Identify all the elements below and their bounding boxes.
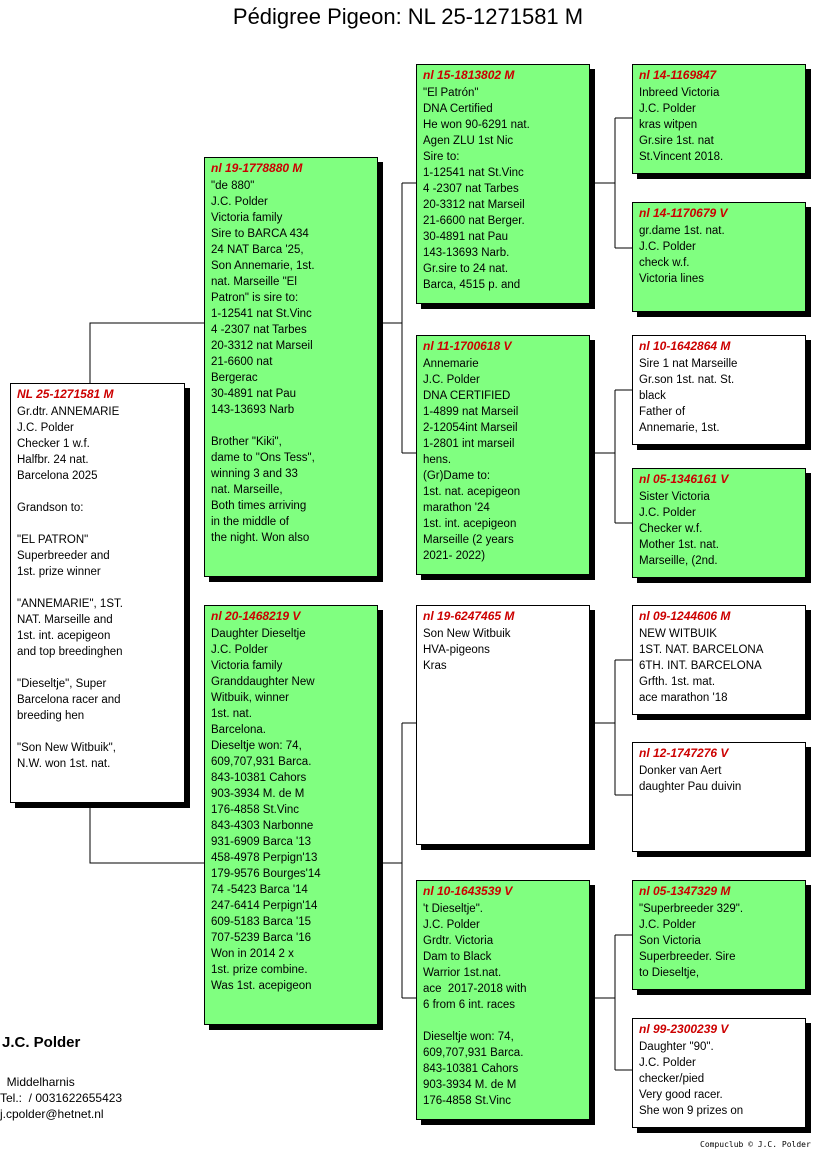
note-line: Checker w.f.: [639, 523, 703, 535]
note-line: 1st. nat.: [211, 708, 252, 720]
note-line: Sister Victoria: [639, 491, 710, 503]
bird-notes: [17, 404, 178, 772]
note-line: Son Victoria: [639, 935, 701, 947]
note-line: 247-6414 Perpign'14: [211, 900, 318, 912]
note-line: Superbreeder and: [17, 550, 110, 562]
note-line: 1st. prize combine.: [211, 964, 308, 976]
note-line: N.W. won 1st. nat.: [17, 758, 111, 770]
note-line: Annemarie, 1st.: [639, 422, 720, 434]
bird-notes: [423, 85, 583, 293]
note-line: 1ST. NAT. BARCELONA: [639, 644, 764, 656]
note-line: Gr.sire to 24 nat.: [423, 263, 509, 275]
note-line: dame to "Ons Tess",: [211, 452, 315, 464]
bird-notes: [211, 178, 371, 546]
note-line: winning 3 and 33: [211, 468, 298, 480]
bird-card-sire-dam: [416, 335, 590, 575]
note-line: and top breedinghen: [17, 646, 123, 658]
bird-notes: [639, 901, 799, 981]
note-line: Very good racer.: [639, 1089, 723, 1101]
bird-card-ssd: [632, 202, 806, 312]
note-line: gr.dame 1st. nat.: [639, 225, 725, 237]
note-line: Barcelona.: [211, 724, 266, 736]
bird-card-dam-dam: [416, 880, 590, 1120]
note-line: 21-6600 nat Berger.: [423, 215, 525, 227]
note-line: [17, 724, 178, 740]
note-line: 931-6909 Barca '13: [211, 836, 312, 848]
note-line: Bergerac: [211, 372, 258, 384]
note-line: Barca, 4515 p. and: [423, 279, 521, 291]
owner-email[interactable]: j.cpolder@hetnet.nl: [0, 1107, 104, 1121]
note-line: Marseille, (2nd.: [639, 555, 718, 567]
ring-number: nl 20-1468219 V: [211, 609, 301, 623]
note-line: DNA Certified: [423, 103, 493, 115]
note-line: Patron" is sire to:: [211, 292, 299, 304]
note-line: Sire to BARCA 434: [211, 228, 309, 240]
note-line: hens.: [423, 454, 452, 466]
note-line: "ANNEMARIE", 1ST.: [17, 598, 123, 610]
note-line: Won in 2014 2 x: [211, 948, 294, 960]
note-line: Grdtr. Victoria: [423, 935, 494, 947]
note-line: NEW WITBUIK: [639, 628, 717, 640]
note-line: check w.f.: [639, 257, 690, 269]
note-line: to Dieseltje,: [639, 967, 700, 979]
note-line: 1-4899 nat Marseil: [423, 406, 519, 418]
bird-card-sss: [632, 64, 806, 174]
note-line: in the middle of: [211, 516, 289, 528]
note-line: Dam to Black: [423, 951, 492, 963]
bird-notes: [211, 626, 371, 994]
note-line: J.C. Polder: [211, 196, 268, 208]
bird-notes: [639, 356, 799, 436]
ring-number: nl 19-1778880 M: [211, 161, 303, 175]
note-line: 20-3312 nat Marseil: [423, 199, 525, 211]
note-line: [423, 1013, 583, 1029]
note-line: Both times arriving: [211, 500, 307, 512]
bird-card-subject: [10, 383, 185, 803]
note-line: 2021- 2022): [423, 550, 486, 562]
note-line: J.C. Polder: [17, 422, 74, 434]
note-line: kras witpen: [639, 119, 698, 131]
note-line: nat. Marseille,: [211, 484, 283, 496]
note-line: Son Annemarie, 1st.: [211, 260, 315, 272]
note-line: 179-9576 Bourges'14: [211, 868, 321, 880]
note-line: J.C. Polder: [639, 507, 696, 519]
note-line: Gr.son 1st. nat. St.: [639, 374, 735, 386]
note-line: 1-12541 nat St.Vinc: [423, 167, 524, 179]
note-line: J.C. Polder: [639, 241, 696, 253]
note-line: "de 880": [211, 180, 255, 192]
note-line: 4 -2307 nat Tarbes: [423, 183, 519, 195]
note-line: 24 NAT Barca '25,: [211, 244, 304, 256]
note-line: Father of: [639, 406, 686, 418]
note-line: 843-4303 Narbonne: [211, 820, 314, 832]
note-line: Superbreeder. Sire: [639, 951, 736, 963]
note-line: 30-4891 nat Pau: [211, 388, 297, 400]
note-line: She won 9 prizes on: [639, 1105, 744, 1117]
note-line: 74 -5423 Barca '14: [211, 884, 308, 896]
note-line: 30-4891 nat Pau: [423, 231, 509, 243]
bird-notes: [639, 223, 799, 287]
note-line: 176-4858 St.Vinc: [423, 1095, 512, 1107]
note-line: (Gr)Dame to:: [423, 470, 491, 482]
note-line: 6TH. INT. BARCELONA: [639, 660, 762, 672]
note-line: Donker van Aert: [639, 765, 722, 777]
note-line: checker/pied: [639, 1073, 705, 1085]
note-line: Checker 1 w.f.: [17, 438, 90, 450]
note-line: 458-4978 Perpign'13: [211, 852, 318, 864]
note-line: J.C. Polder: [211, 644, 268, 656]
page-title: Pédigree Pigeon: NL 25-1271581 M: [232, 4, 584, 29]
note-line: ace marathon '18: [639, 692, 728, 704]
note-line: 843-10381 Cahors: [211, 772, 307, 784]
note-line: 903-3934 M. de M: [211, 788, 305, 800]
note-line: ace 2017-2018 with: [423, 983, 527, 995]
note-line: 20-3312 nat Marseil: [211, 340, 313, 352]
ring-number: nl 99-2300239 V: [639, 1022, 729, 1036]
owner-city: Middelharnis: [0, 1075, 75, 1089]
note-line: [17, 516, 178, 532]
note-line: 1-12541 nat St.Vinc: [211, 308, 312, 320]
note-line: Witbuik, winner: [211, 692, 289, 704]
note-line: marathon '24: [423, 502, 490, 514]
note-line: "Dieseltje", Super: [17, 678, 107, 690]
note-line: Sire 1 nat Marseille: [639, 358, 738, 370]
ring-number: nl 10-1643539 V: [423, 884, 513, 898]
note-line: Agen ZLU 1st Nic: [423, 135, 514, 147]
bird-notes: [639, 85, 799, 165]
note-line: Dieseltje won: 74,: [211, 740, 302, 752]
note-line: Victoria family: [211, 660, 283, 672]
note-line: Warrior 1st.nat.: [423, 967, 502, 979]
bird-card-dss: [632, 605, 806, 715]
footer-credit: Compuclub © J.C. Polder: [700, 1140, 811, 1149]
bird-card-dam: [204, 605, 378, 1025]
note-line: "EL PATRON": [17, 534, 89, 546]
ring-number: nl 05-1347329 M: [639, 884, 731, 898]
note-line: nat. Marseille "El: [211, 276, 297, 288]
bird-notes: [423, 626, 583, 674]
note-line: He won 90-6291 nat.: [423, 119, 530, 131]
note-line: 1st. int. acepigeon: [423, 518, 517, 530]
note-line: Daughter Dieseltje: [211, 628, 306, 640]
ring-number: nl 15-1813802 M: [423, 68, 515, 82]
note-line: 21-6600 nat: [211, 356, 273, 368]
ring-number: nl 19-6247465 M: [423, 609, 515, 623]
note-line: "El Patrón": [423, 87, 479, 99]
note-line: Brother "Kiki",: [211, 436, 282, 448]
note-line: 6 from 6 int. races: [423, 999, 516, 1011]
note-line: Barcelona 2025: [17, 470, 98, 482]
note-line: the night. Won also: [211, 532, 310, 544]
note-line: Marseille (2 years: [423, 534, 514, 546]
bird-card-sire-sire: [416, 64, 590, 304]
note-line: Victoria family: [211, 212, 283, 224]
ring-number: nl 12-1747276 V: [639, 746, 729, 760]
note-line: 176-4858 St.Vinc: [211, 804, 300, 816]
note-line: J.C. Polder: [639, 1057, 696, 1069]
note-line: Gr.sire 1st. nat: [639, 135, 714, 147]
note-line: Daughter "90".: [639, 1041, 714, 1053]
note-line: "Son New Witbuik",: [17, 742, 116, 754]
note-line: 843-10381 Cahors: [423, 1063, 519, 1075]
note-line: Was 1st. acepigeon: [211, 980, 312, 992]
note-line: [17, 580, 178, 596]
note-line: J.C. Polder: [423, 919, 480, 931]
bird-notes: [639, 489, 799, 569]
note-line: 1st. nat. acepigeon: [423, 486, 521, 498]
note-line: 609,707,931 Barca.: [211, 756, 312, 768]
ring-number: nl 11-1700618 V: [423, 339, 512, 353]
note-line: NAT. Marseille and: [17, 614, 113, 626]
note-line: Grandson to:: [17, 502, 84, 514]
bird-card-dsd: [632, 742, 806, 852]
ring-number: nl 14-1170679 V: [639, 206, 728, 220]
note-line: Sire to:: [423, 151, 460, 163]
ring-number: nl 10-1642864 M: [639, 339, 731, 353]
ring-number: nl 14-1169847: [639, 68, 717, 82]
note-line: Gr.dtr. ANNEMARIE: [17, 406, 120, 418]
note-line: Granddaughter New: [211, 676, 315, 688]
note-line: 1st. int. acepigeon: [17, 630, 111, 642]
note-line: 143-13693 Narb: [211, 404, 295, 416]
ring-number: NL 25-1271581 M: [17, 387, 114, 401]
note-line: 609,707,931 Barca.: [423, 1047, 524, 1059]
note-line: Annemarie: [423, 358, 479, 370]
bird-card-ddd: [632, 1018, 806, 1128]
bird-card-dds: [632, 880, 806, 990]
bird-card-dam-sire: [416, 605, 590, 845]
bird-notes: [639, 626, 799, 706]
bird-notes: [423, 356, 583, 564]
note-line: 't Dieseltje".: [423, 903, 483, 915]
note-line: Victoria lines: [639, 273, 704, 285]
note-line: DNA CERTIFIED: [423, 390, 511, 402]
note-line: Kras: [423, 660, 447, 672]
note-line: Dieseltje won: 74,: [423, 1031, 514, 1043]
note-line: J.C. Polder: [423, 374, 480, 386]
note-line: 143-13693 Narb.: [423, 247, 510, 259]
note-line: St.Vincent 2018.: [639, 151, 724, 163]
bird-notes: [423, 901, 583, 1109]
bird-card-sire: [204, 157, 378, 577]
bird-card-sds: [632, 335, 806, 445]
note-line: daughter Pau duivin: [639, 781, 742, 793]
note-line: 903-3934 M. de M: [423, 1079, 517, 1091]
note-line: 1st. prize winner: [17, 566, 101, 578]
note-line: J.C. Polder: [639, 103, 696, 115]
note-line: J.C. Polder: [639, 919, 696, 931]
note-line: HVA-pigeons: [423, 644, 490, 656]
note-line: black: [639, 390, 666, 402]
ring-number: nl 09-1244606 M: [639, 609, 731, 623]
note-line: Grfth. 1st. mat.: [639, 676, 716, 688]
note-line: Inbreed Victoria: [639, 87, 720, 99]
note-line: [211, 418, 371, 434]
bird-notes: [639, 1039, 799, 1119]
note-line: [17, 660, 178, 676]
note-line: breeding hen: [17, 710, 85, 722]
note-line: 4 -2307 nat Tarbes: [211, 324, 307, 336]
owner-phone: Tel.: / 0031622655423: [0, 1091, 123, 1105]
note-line: 2-12054int Marseil: [423, 422, 518, 434]
note-line: Halfbr. 24 nat.: [17, 454, 89, 466]
note-line: 1-2801 int marseil: [423, 438, 515, 450]
note-line: [17, 484, 178, 500]
note-line: 609-5183 Barca '15: [211, 916, 312, 928]
note-line: 707-5239 Barca '16: [211, 932, 312, 944]
note-line: Barcelona racer and: [17, 694, 121, 706]
note-line: Mother 1st. nat.: [639, 539, 719, 551]
bird-notes: [639, 763, 799, 795]
note-line: "Superbreeder 329".: [639, 903, 744, 915]
owner-contact: [0, 1074, 122, 1122]
note-line: Son New Witbuik: [423, 628, 511, 640]
ring-number: nl 05-1346161 V: [639, 472, 729, 486]
bird-card-sdd: [632, 468, 806, 578]
owner-name: J.C. Polder: [2, 1034, 81, 1051]
